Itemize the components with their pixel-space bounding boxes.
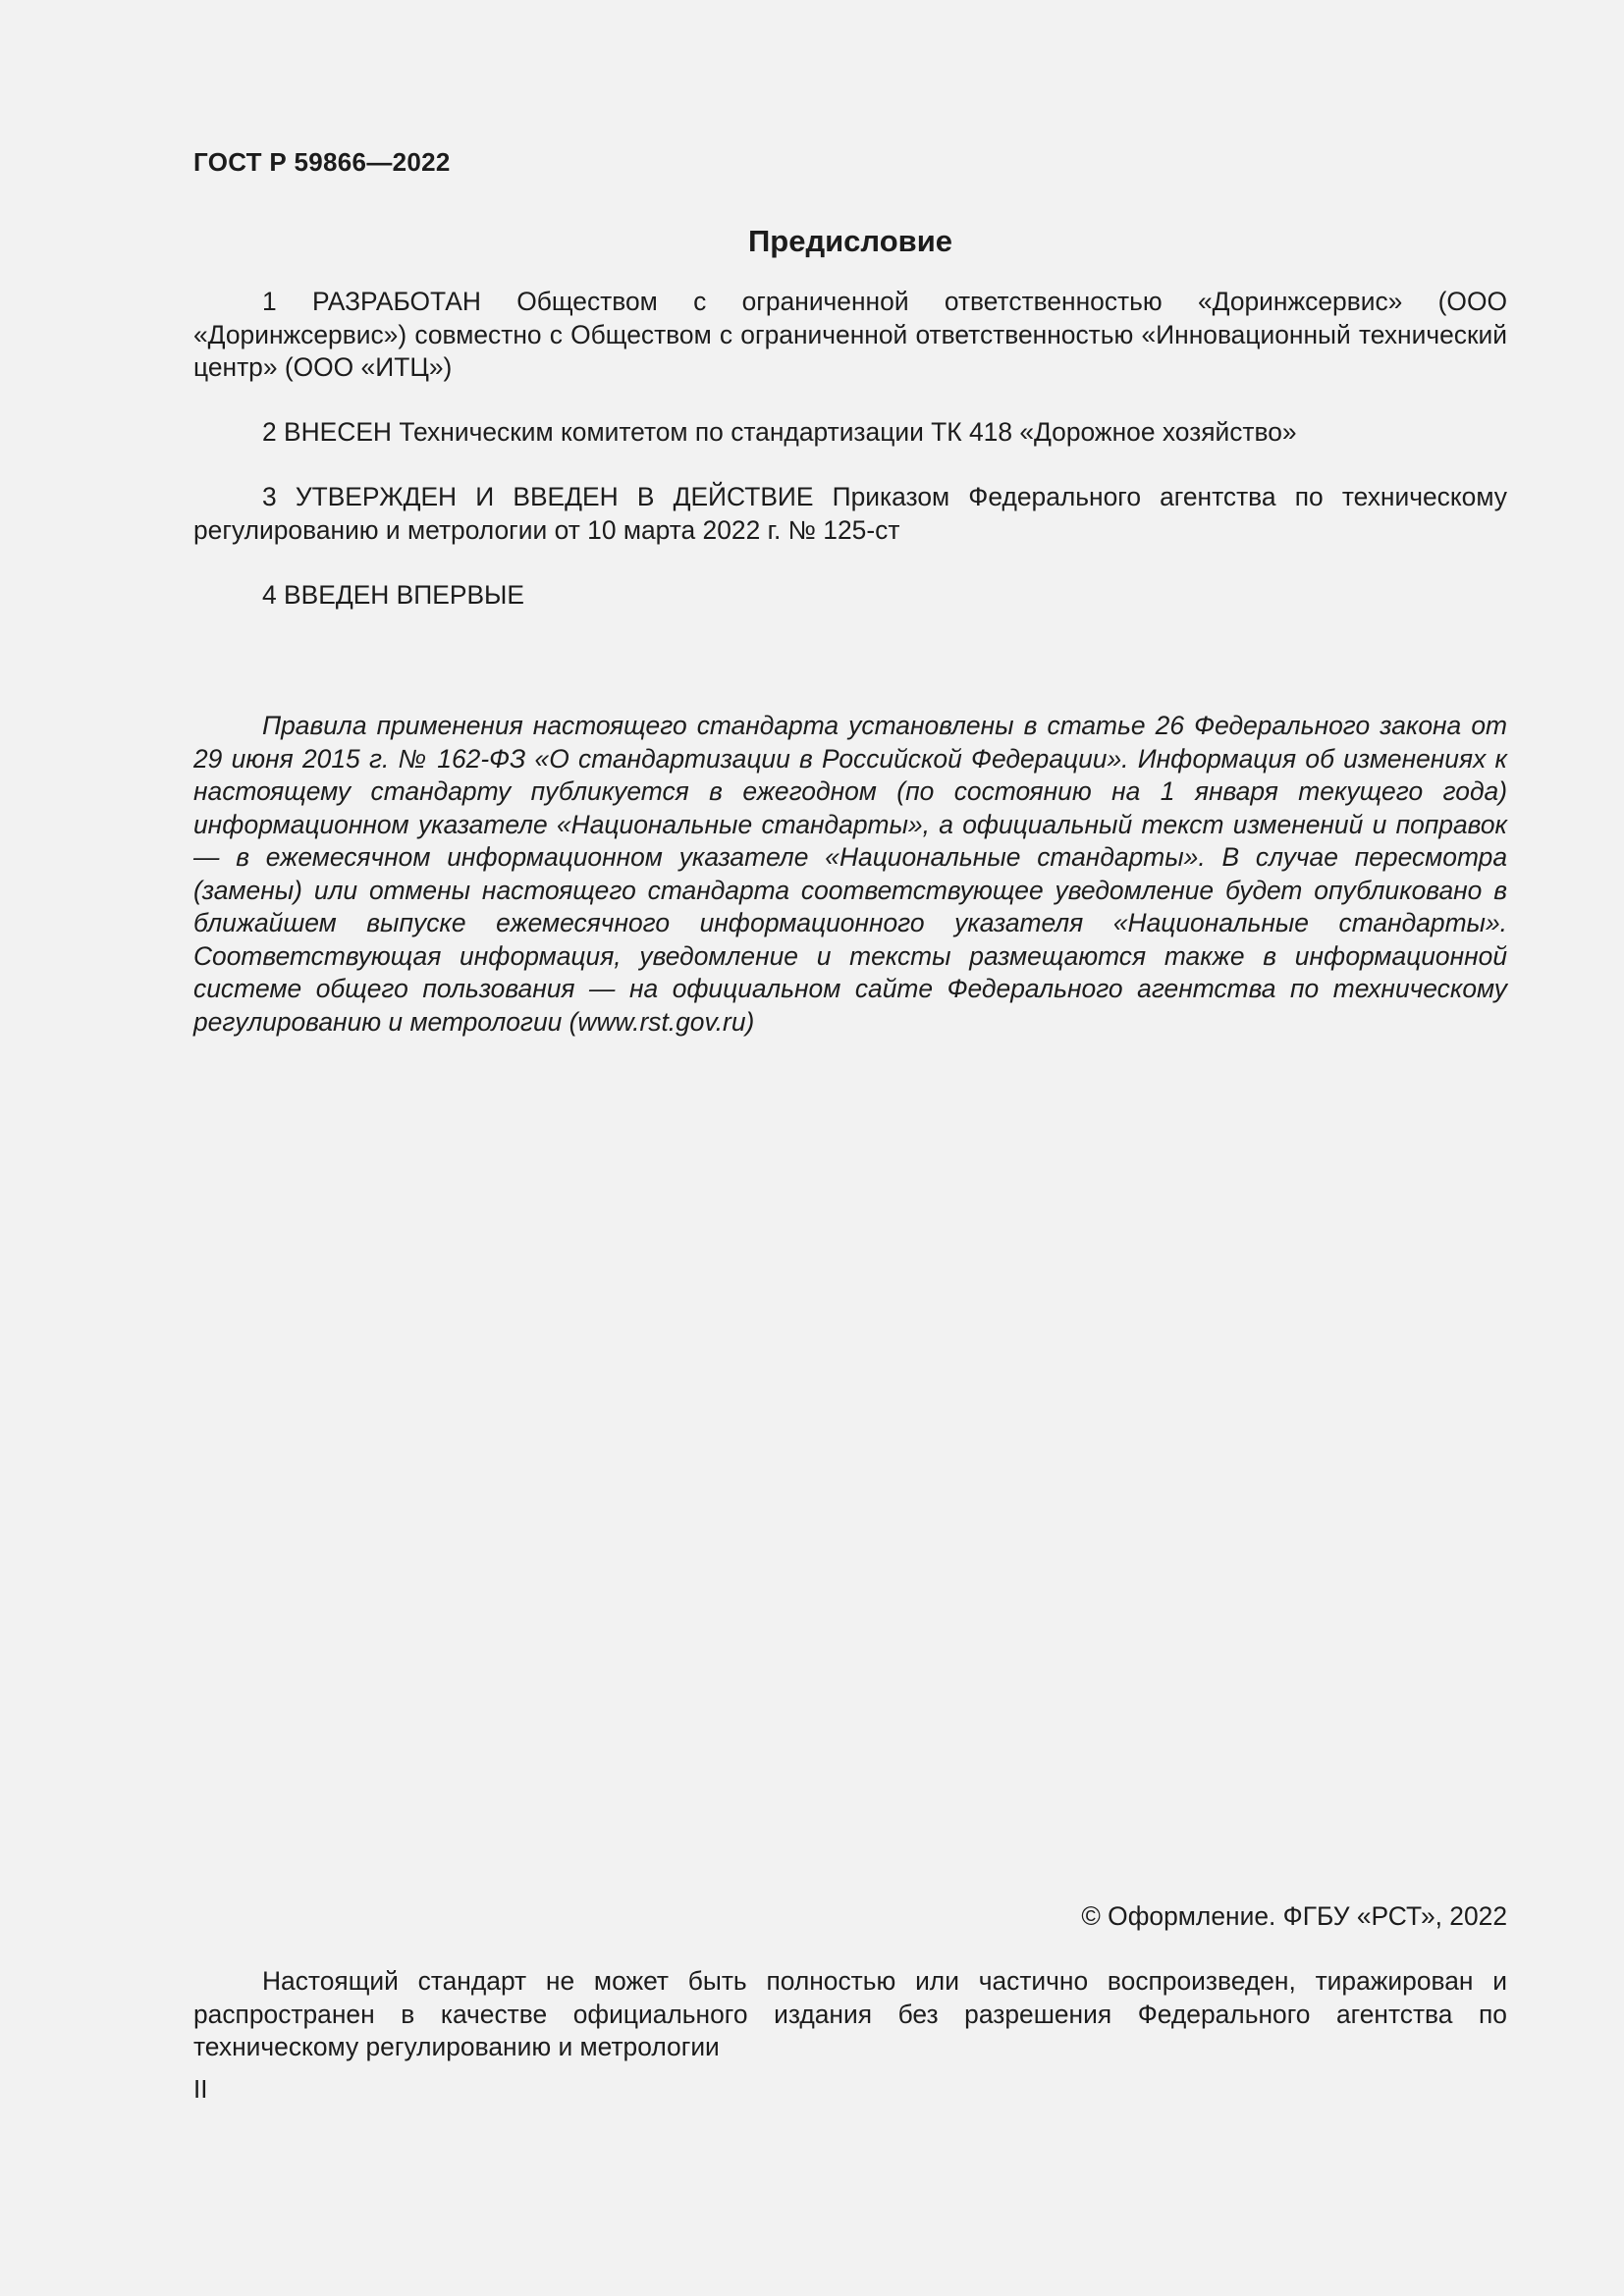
page-title: Предисловие (747, 224, 952, 258)
rules-note-paragraph: Правила применения настоящего стандарта установлены в статье 26 Федерального закона от 29 июня 2015 г. № 162-ФЗ «О стандартизации в Российской Федерации». Информация об изменениях к настоящему стандарту публикуется в ежегодном (по состоянию на 1 января текущего года) информационном указателе «Национальные стандарты», а официальный текст изменений и поправок — в ежемесячном информационном указателе «Национальные стандарты». В случае пересмотра (замены) или отмены настоящего стандарта соответствующее уведомление будет опубликовано в ближайшем выпуске ежемесячного информационного указателя «Национальные стандарты». Соответствующая информация, уведомление и тексты размещаются также в информационной системе общего пользования — на официальном сайте Федерального агентства по техническому регулированию и метрологии (www.rst.gov.ru) (193, 711, 1507, 1037)
page-number: II (193, 2074, 208, 2104)
copyright-line: © Оформление. ФГБУ «РСТ», 2022 (1081, 1901, 1507, 1931)
preface-item-1: 1 РАЗРАБОТАН Обществом с ограниченной ответственностью «Доринжсервис» (ООО «Доринжсервис») совместно с Обществом с ограниченной ответственностью «Инновационный технический центр» (ООО «ИТЦ») (193, 287, 1507, 382)
preface-item-4: 4 ВВЕДЕН ВПЕРВЫЕ (262, 580, 525, 610)
document-number-header: ГОСТ Р 59866—2022 (193, 147, 451, 177)
preface-item-2: 2 ВНЕСЕН Техническим комитетом по стандартизации ТК 418 «Дорожное хозяйство» (262, 417, 1297, 447)
reproduction-notice: Настоящий стандарт не может быть полностью или частично воспроизведен, тиражирован и распространен в качестве официального издания без разрешения Федерального агентства по техническому регулированию и метрологии (193, 1966, 1507, 2061)
preface-item-3: 3 УТВЕРЖДЕН И ВВЕДЕН В ДЕЙСТВИЕ Приказом Федерального агентства по техническому регулированию и метрологии от 10 марта 2022 г. № 125-ст (193, 482, 1507, 545)
